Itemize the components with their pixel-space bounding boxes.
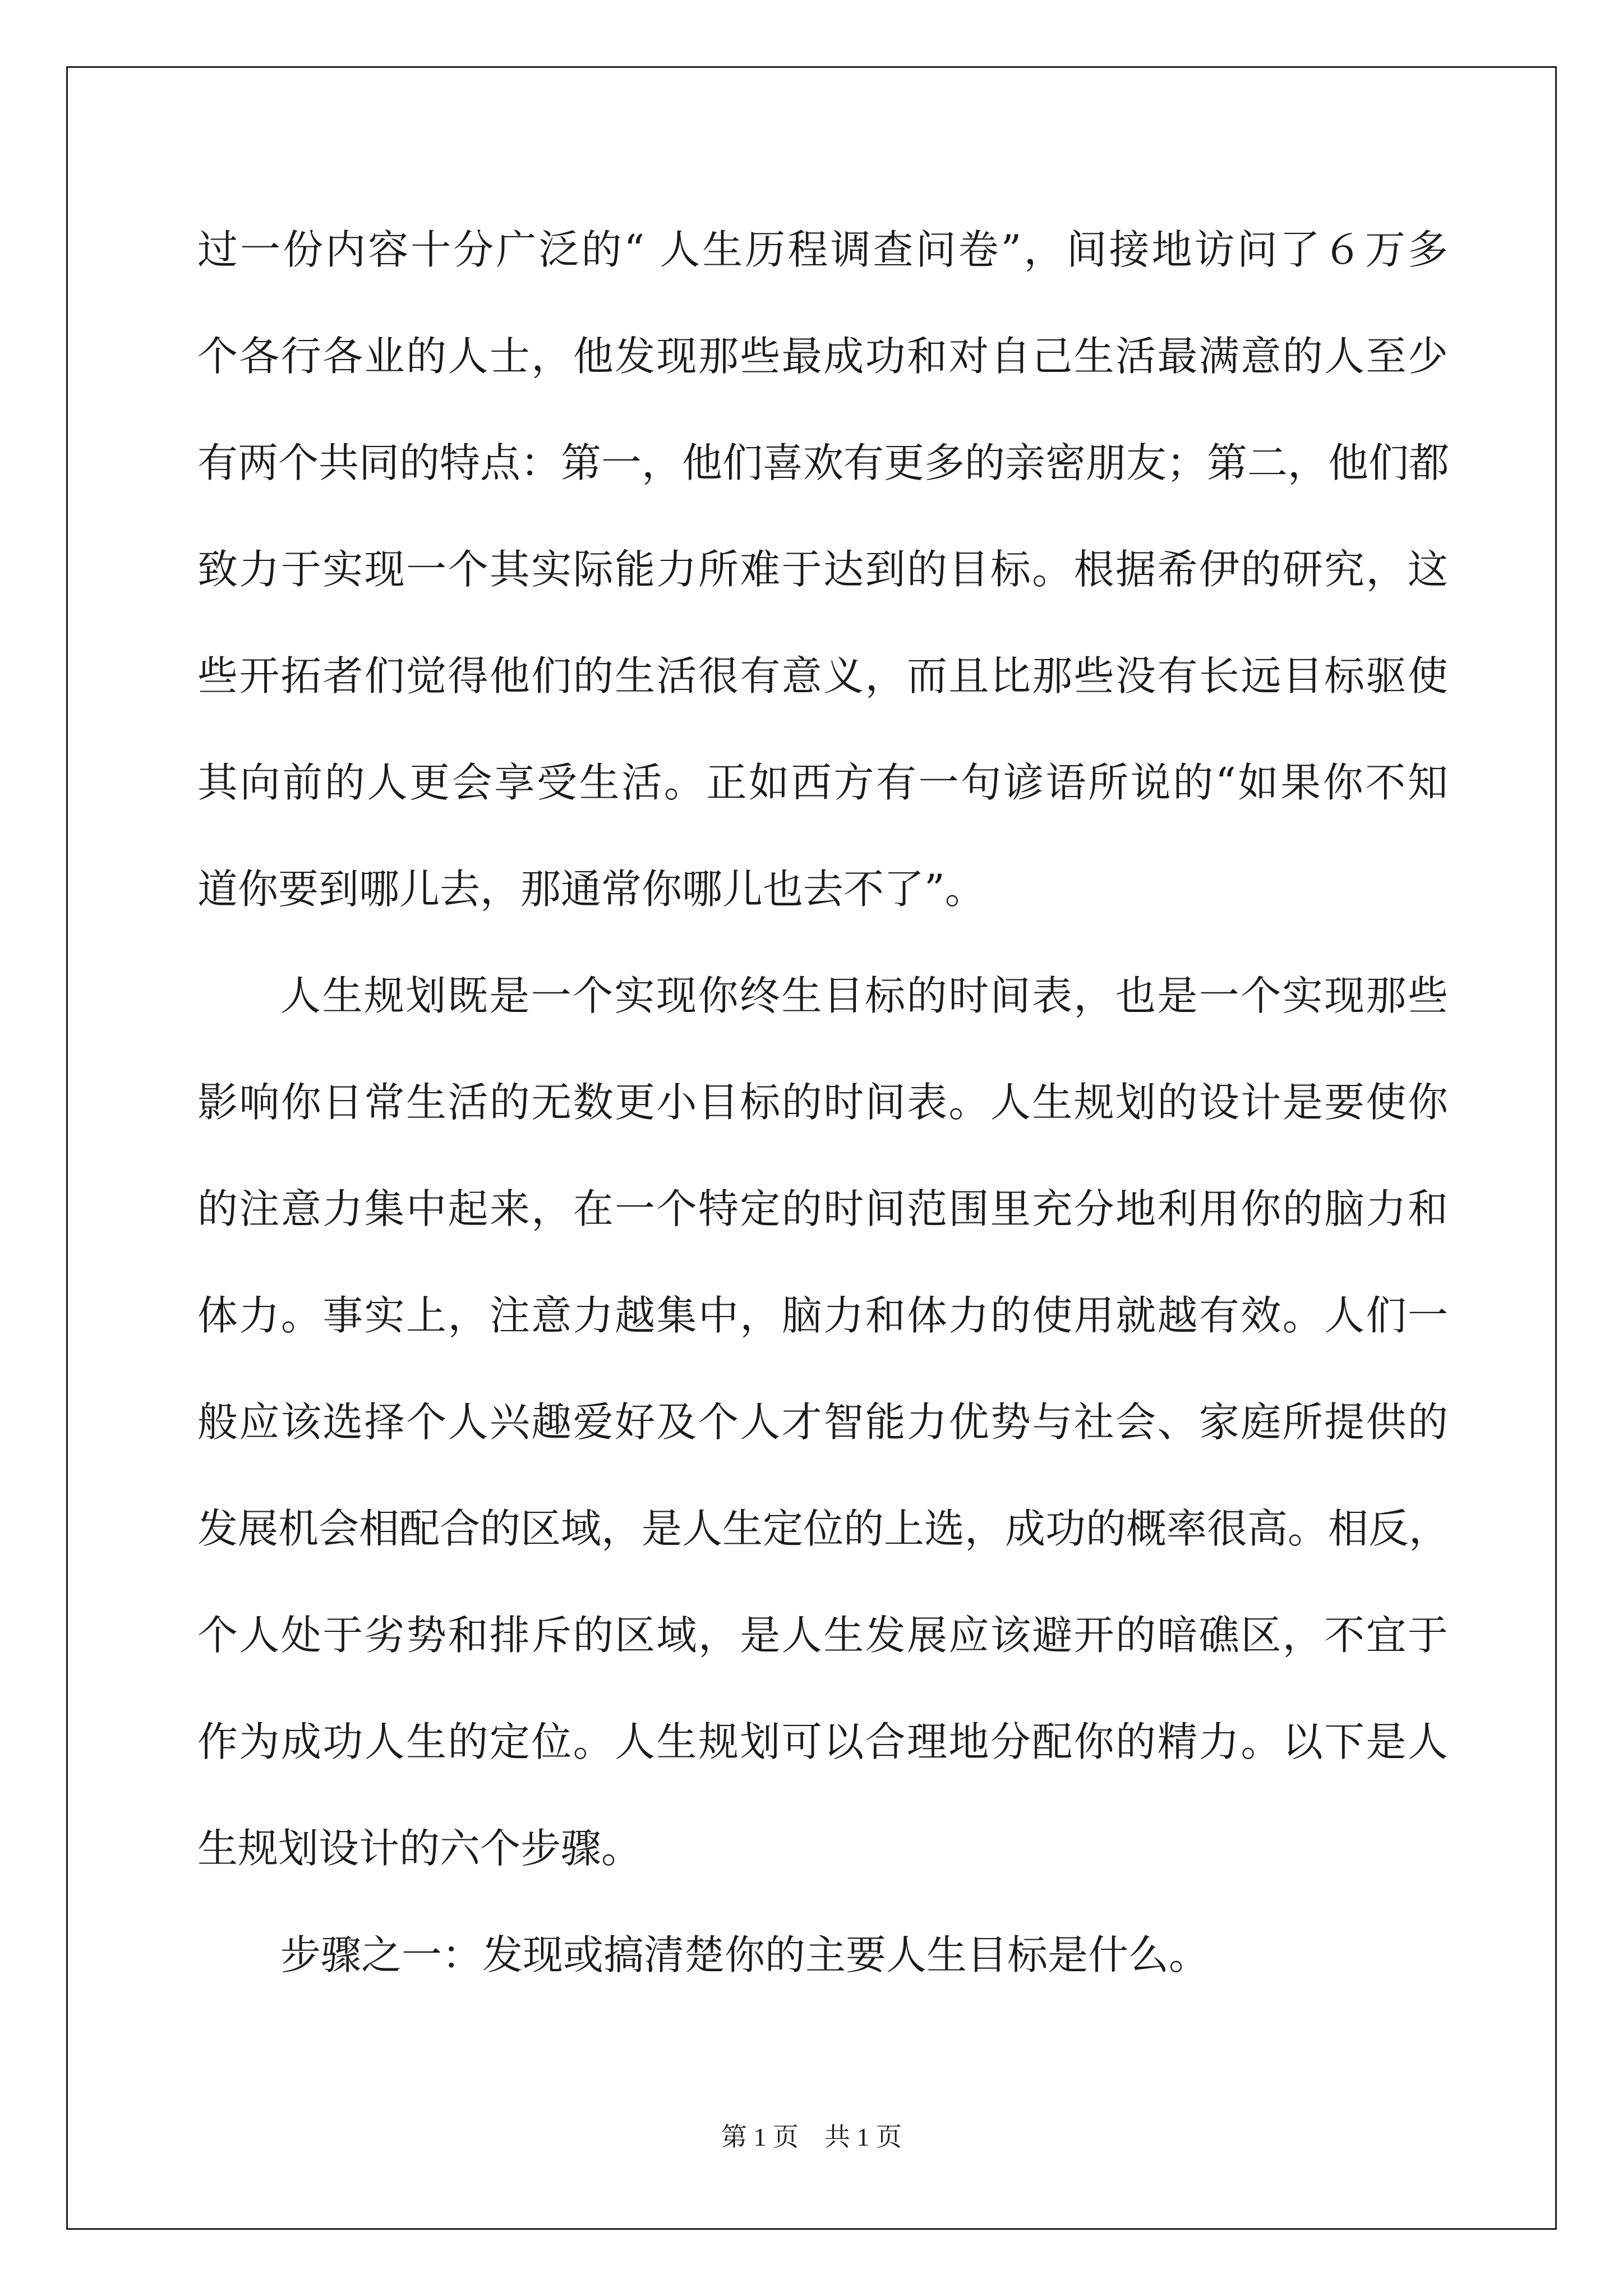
text-line: 发展机会相配合的区域，是人生定位的上选，成功的概率很高。相反， (197, 1505, 1450, 1552)
text-line: 有两个共同的特点：第一，他们喜欢有更多的亲密朋友；第二，他们都 (197, 439, 1450, 486)
text-line: 致力于实现一个其实际能力所难于达到的目标。根据希伊的研究，这 (197, 546, 1448, 593)
text-line: 道你要到哪儿去，那通常你哪儿也去不了”。 (197, 866, 985, 913)
text-line: 作为成功人生的定位。人生规划可以合理地分配你的精力。以下是人 (197, 1718, 1448, 1765)
text-line: 些开拓者们觉得他们的生活很有意义，而且比那些没有长远目标驱使 (197, 652, 1448, 700)
text-line: 个人处于劣势和排斥的区域，是人生发展应该避开的暗礁区，不宜于 (197, 1612, 1448, 1659)
text-line: 影响你日常生活的无数更小目标的时间表。人生规划的设计是要使你 (197, 1079, 1448, 1126)
paragraph-start-line: 人生规划既是一个实现你终生目标的时间表，也是一个实现那些 (280, 972, 1448, 1019)
page-border (66, 66, 1557, 2230)
text-line: 过一份内容十分广泛的“ 人生历程调查问卷”，间接地访问了６万多 (197, 226, 1448, 273)
text-line: 体力。事实上，注意力越集中，脑力和体力的使用就越有效。人们一 (197, 1292, 1448, 1339)
text-line: 般应该选择个人兴趣爱好及个人才智能力优势与社会、家庭所提供的 (197, 1398, 1448, 1446)
page-number: 第 1 页 共 1 页 (721, 2123, 902, 2151)
text-line: 个各行各业的人士，他发现那些最成功和对自己生活最满意的人至少 (197, 333, 1448, 380)
text-line: 其向前的人更会享受生活。正如西方有一句谚语所说的“如果你不知 (197, 759, 1448, 806)
step-heading: 步骤之一：发现或搞清楚你的主要人生目标是什么。 (280, 1931, 1210, 1978)
text-line: 的注意力集中起来，在一个特定的时间范围里充分地利用你的脑力和 (197, 1185, 1448, 1232)
text-line: 生规划设计的六个步骤。 (197, 1825, 642, 1872)
